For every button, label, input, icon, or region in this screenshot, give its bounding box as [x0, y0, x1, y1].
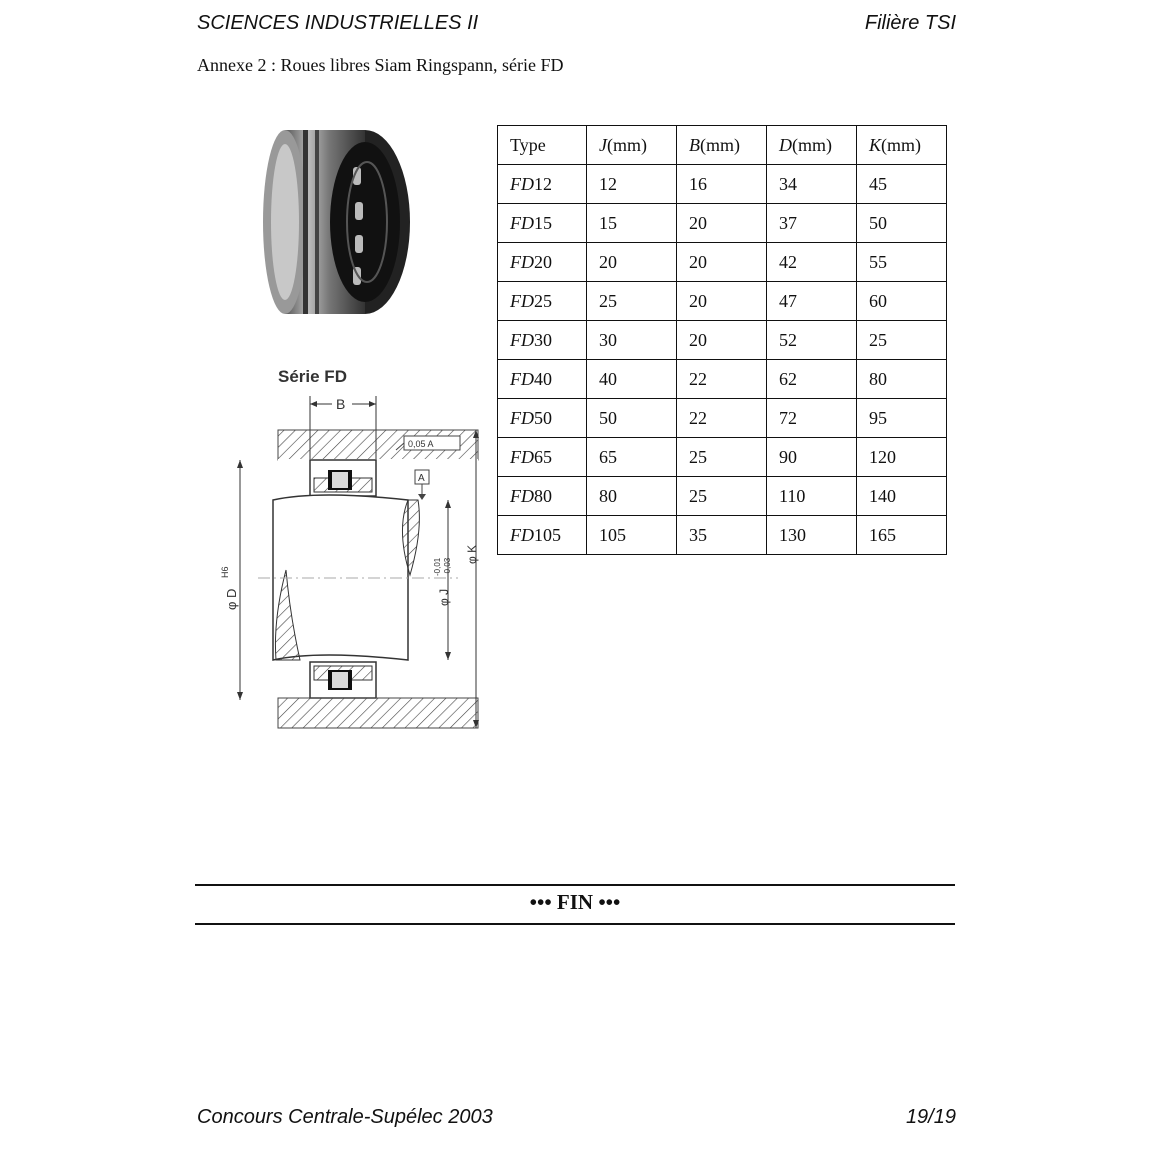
- cell-j: 25: [587, 282, 677, 321]
- cell-type: [498, 282, 587, 321]
- cell-d: 130: [767, 516, 857, 555]
- cell-b: 16: [677, 165, 767, 204]
- header-k: [857, 126, 947, 165]
- type-prefix: FD: [510, 212, 534, 233]
- end-rule-top: [195, 884, 955, 886]
- cell-j: 50: [587, 399, 677, 438]
- cell-type: [498, 438, 587, 477]
- table-header-row: [498, 126, 947, 165]
- header-j-symbol: J: [599, 134, 607, 155]
- type-number: 105: [534, 524, 561, 545]
- cell-type: [498, 360, 587, 399]
- type-number: 40: [534, 368, 552, 389]
- cell-j: 30: [587, 321, 677, 360]
- cell-d: 42: [767, 243, 857, 282]
- freewheel-photo: [255, 122, 415, 322]
- tolerance-frame: 0,05 A: [408, 439, 434, 449]
- type-prefix: FD: [510, 407, 534, 428]
- table-row: [498, 165, 947, 204]
- table-row: [498, 438, 947, 477]
- header-j: [587, 126, 677, 165]
- header-type-label: Type: [510, 134, 546, 155]
- table-row: [498, 243, 947, 282]
- type-number: 80: [534, 485, 552, 506]
- table-row: [498, 516, 947, 555]
- cell-type: [498, 204, 587, 243]
- cell-k: 50: [857, 204, 947, 243]
- cell-k: 55: [857, 243, 947, 282]
- header-k-symbol: K: [869, 134, 882, 155]
- type-number: 15: [534, 212, 552, 233]
- table-row: [498, 321, 947, 360]
- table-row: [498, 399, 947, 438]
- dimension-b: B: [336, 396, 346, 412]
- cell-b: 22: [677, 399, 767, 438]
- cell-j: 15: [587, 204, 677, 243]
- cell-type: [498, 477, 587, 516]
- cell-d: 72: [767, 399, 857, 438]
- dimension-d-tolerance: H6: [220, 566, 230, 578]
- cell-k: 140: [857, 477, 947, 516]
- cell-b: 20: [677, 321, 767, 360]
- end-rule-bottom: [195, 923, 955, 925]
- series-label: Série FD: [278, 367, 347, 386]
- type-number: 25: [534, 290, 552, 311]
- cell-type: [498, 516, 587, 555]
- footer-exam: Concours Centrale-Supélec 2003: [197, 1106, 493, 1128]
- cell-d: 110: [767, 477, 857, 516]
- type-prefix: FD: [510, 446, 534, 467]
- table-row: [498, 282, 947, 321]
- type-number: 50: [534, 407, 552, 428]
- cell-j: 12: [587, 165, 677, 204]
- cell-d: 52: [767, 321, 857, 360]
- type-prefix: FD: [510, 524, 534, 545]
- type-number: 65: [534, 446, 552, 467]
- cell-b: 20: [677, 282, 767, 321]
- header-b: [677, 126, 767, 165]
- header-subject: SCIENCES INDUSTRIELLES II: [197, 12, 479, 34]
- header-type: [498, 126, 587, 165]
- cell-k: 80: [857, 360, 947, 399]
- table-row: [498, 204, 947, 243]
- type-prefix: FD: [510, 173, 534, 194]
- cell-b: 20: [677, 243, 767, 282]
- annex-title: Annexe 2 : Roues libres Siam Ringspann, série FD: [197, 55, 564, 75]
- header-d-unit: (mm): [792, 134, 832, 155]
- cell-b: 25: [677, 477, 767, 516]
- cell-j: 105: [587, 516, 677, 555]
- header-d-symbol: D: [779, 134, 792, 155]
- dimension-j-tol-lower: -0,03: [443, 557, 452, 576]
- cell-b: 35: [677, 516, 767, 555]
- cell-j: 40: [587, 360, 677, 399]
- cell-b: 22: [677, 360, 767, 399]
- cell-k: 120: [857, 438, 947, 477]
- dimension-k: φ K: [465, 544, 479, 564]
- dimension-j-tol-upper: -0,01: [433, 557, 442, 576]
- cell-type: [498, 321, 587, 360]
- header-k-unit: (mm): [881, 134, 922, 155]
- end-mark: ••• FIN •••: [529, 890, 621, 914]
- table-body: [498, 165, 947, 555]
- datum-label: A: [418, 473, 425, 484]
- cell-k: 95: [857, 399, 947, 438]
- header-b-symbol: B: [689, 134, 700, 155]
- type-number: 30: [534, 329, 552, 350]
- table-row: [498, 360, 947, 399]
- cell-d: 47: [767, 282, 857, 321]
- header-b-unit: (mm): [700, 134, 740, 155]
- cell-b: 25: [677, 438, 767, 477]
- type-prefix: FD: [510, 251, 534, 272]
- type-prefix: FD: [510, 485, 534, 506]
- header-j-unit: (mm): [607, 134, 647, 155]
- cell-b: 20: [677, 204, 767, 243]
- cell-d: 62: [767, 360, 857, 399]
- dimensions-table: [497, 125, 947, 555]
- type-prefix: FD: [510, 290, 534, 311]
- type-number: 20: [534, 251, 552, 272]
- freewheel-section-drawing: [218, 360, 493, 730]
- cell-j: 65: [587, 438, 677, 477]
- cell-d: 34: [767, 165, 857, 204]
- footer-page-number: 19/19: [905, 1106, 956, 1128]
- cell-type: [498, 243, 587, 282]
- cell-type: [498, 165, 587, 204]
- cell-j: 80: [587, 477, 677, 516]
- dimension-j: φ J: [437, 588, 451, 606]
- header-d: [767, 126, 857, 165]
- cell-k: 60: [857, 282, 947, 321]
- type-prefix: FD: [510, 368, 534, 389]
- cell-j: 20: [587, 243, 677, 282]
- type-number: 12: [534, 173, 552, 194]
- cell-d: 37: [767, 204, 857, 243]
- cell-k: 165: [857, 516, 947, 555]
- cell-type: [498, 399, 587, 438]
- table-row: [498, 477, 947, 516]
- header-track: Filière TSI: [864, 12, 956, 34]
- cell-d: 90: [767, 438, 857, 477]
- cell-k: 45: [857, 165, 947, 204]
- dimension-d: φ D: [224, 588, 239, 610]
- cell-k: 25: [857, 321, 947, 360]
- type-prefix: FD: [510, 329, 534, 350]
